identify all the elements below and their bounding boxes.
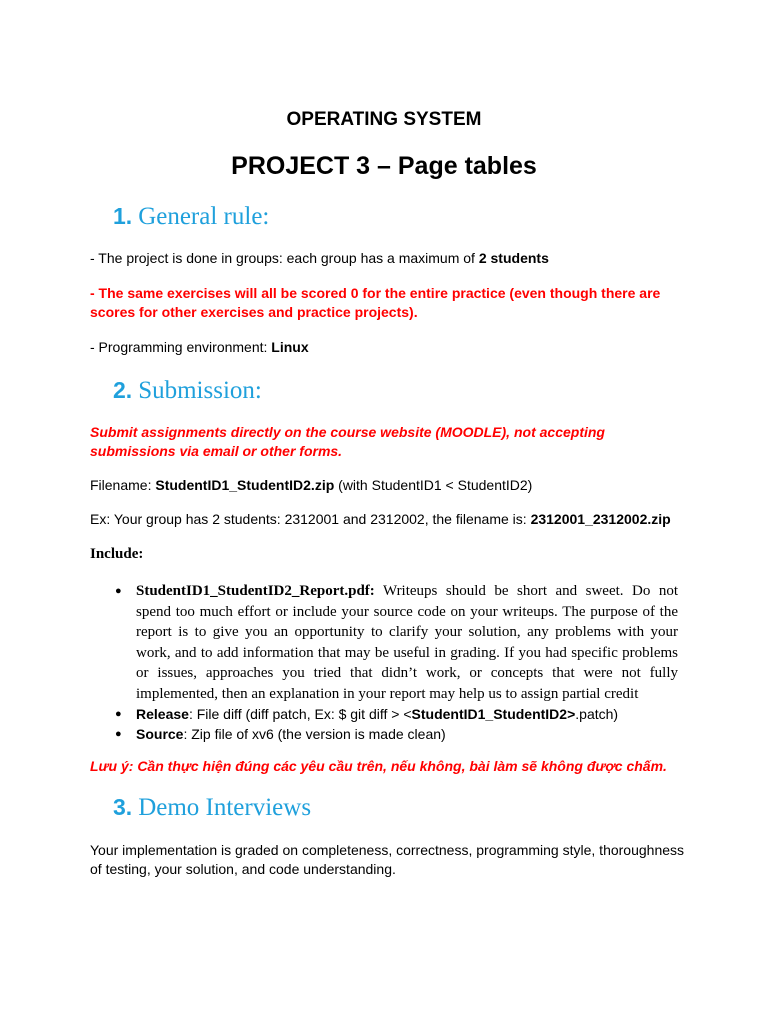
filename-label: Filename: — [90, 477, 156, 493]
bullet-icon: ● — [115, 585, 122, 597]
programming-environment — [90, 338, 690, 357]
report-description: Writeups should be short and sweet. Do not spend too much effort or include your source code on your writeups. The purpose of the report is to give you an opportunity to clarify your solution, any problems with your work, and to add information that may be useful in grading. If you had specific problems or issues, approaches you tried that didn’t work, or concepts that were not fully implemented, then an explanation in your report may help us to assign partial credit — [136, 583, 678, 702]
groups-rule — [90, 249, 690, 268]
section-number: 2. — [113, 377, 133, 403]
environment-value: Linux — [271, 339, 309, 355]
release-label: Release — [136, 706, 189, 722]
filename-pattern: StudentID1_StudentID2.zip — [155, 477, 335, 493]
course-title: OPERATING SYSTEM — [286, 109, 482, 130]
section-heading-submission — [113, 374, 262, 407]
section-heading-general-rule — [113, 200, 269, 233]
list-item-release — [113, 704, 678, 724]
filename-example — [90, 510, 710, 529]
release-extension: .patch) — [575, 706, 619, 722]
include-label: Include: — [90, 546, 144, 562]
grading-criteria: Your implementation is graded on completeness, correctness, programming style, thoroughness of testing, your solution, and code understanding. — [90, 842, 685, 877]
list-item-report — [113, 581, 678, 704]
deliverables-list — [113, 581, 678, 744]
submission-notice: Submit assignments directly on the course website (MOODLE), not accepting submissions via email or other forms. — [90, 424, 605, 459]
bullet-icon: ● — [115, 708, 122, 720]
project-title: PROJECT 3 – Page tables — [231, 152, 537, 180]
section-title: Demo Interviews — [138, 794, 312, 821]
section-title: General rule: — [138, 203, 270, 230]
section-heading-demo-interviews — [113, 791, 311, 824]
plagiarism-warning: - The same exercises will all be scored 0 for the entire practice (even though there are scores for other exercises and practice projects). — [90, 285, 661, 320]
grading-note: Lưu ý: Cần thực hiện đúng các yêu cầu trên, nếu không, bài làm sẽ không được chấm. — [90, 758, 667, 774]
release-patch-name: StudentID1_StudentID2> — [411, 706, 576, 722]
groups-rule-text: - The project is done in groups: each group has a maximum of — [90, 250, 479, 266]
example-filename: 2312001_2312002.zip — [530, 511, 671, 527]
bullet-icon: ● — [115, 728, 122, 740]
section-number: 1. — [113, 203, 133, 229]
groups-rule-max: 2 students — [478, 250, 549, 266]
example-text: Ex: Your group has 2 students: 2312001 and 2312002, the filename is: — [90, 511, 531, 527]
filename-rule — [90, 476, 690, 495]
source-text: : Zip file of xv6 (the version is made clean) — [183, 726, 446, 742]
filename-note: (with StudentID1 < StudentID2) — [334, 477, 533, 493]
source-label: Source — [136, 726, 184, 742]
report-filename: StudentID1_StudentID2_Report.pdf: — [136, 583, 375, 599]
environment-label: - Programming environment: — [90, 339, 272, 355]
section-number: 3. — [113, 794, 133, 820]
release-text: : File diff (diff patch, Ex: $ git diff > < — [188, 706, 412, 722]
list-item-source — [113, 724, 678, 744]
section-title: Submission: — [138, 377, 262, 404]
